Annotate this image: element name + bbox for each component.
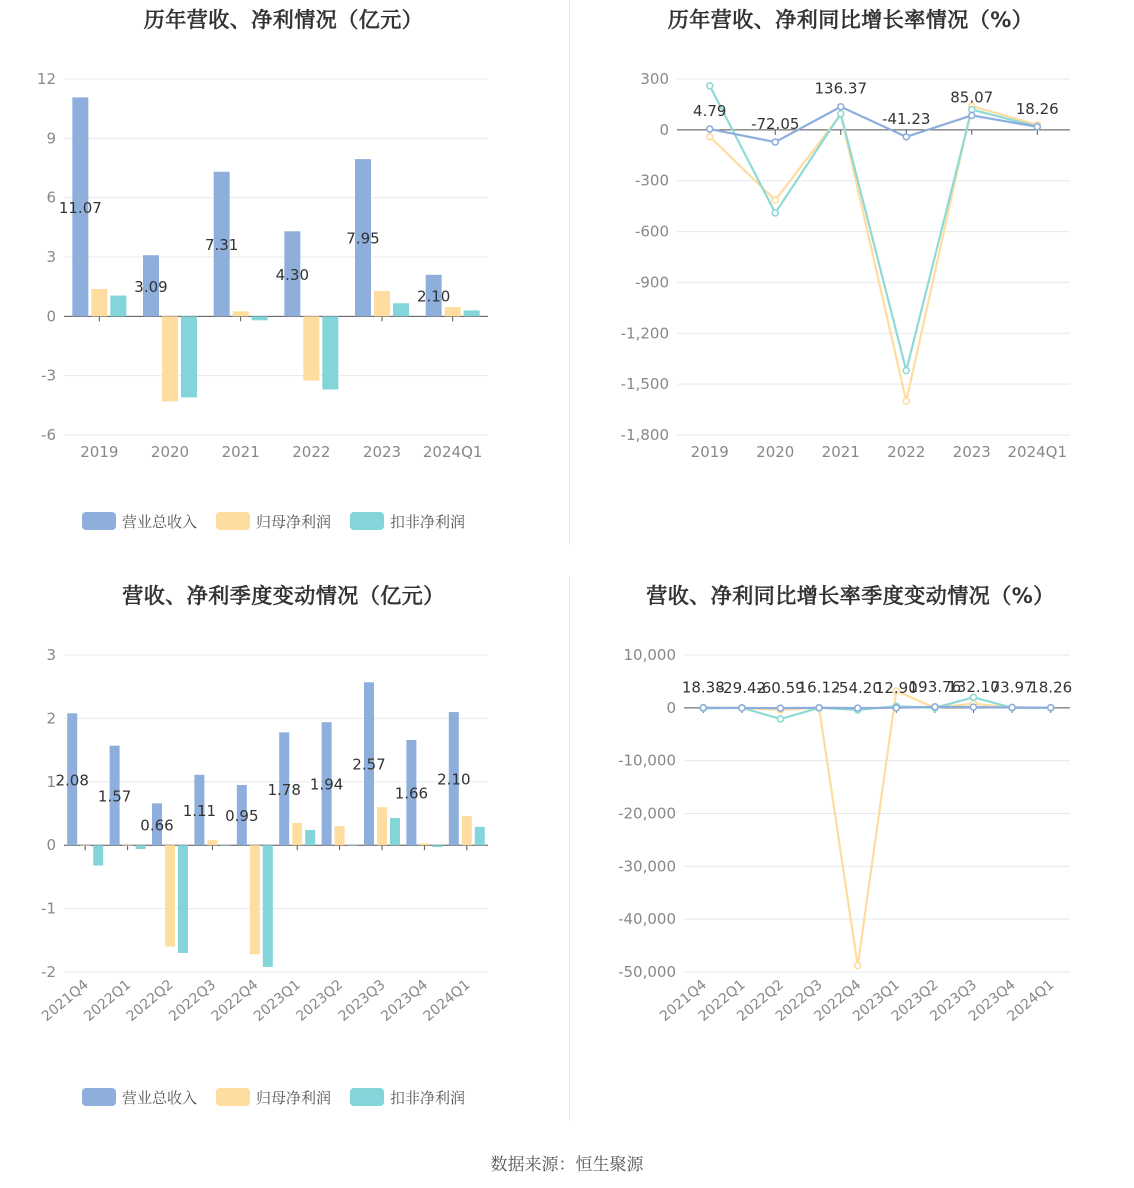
y-tick-label: -1,500	[620, 375, 669, 394]
data-label: 0.95	[225, 807, 259, 826]
x-tick-label: 2021	[821, 443, 860, 461]
legend-swatch	[216, 512, 250, 530]
y-tick-label: 0	[666, 698, 676, 717]
annual-revenue-profit-panel	[0, 0, 567, 570]
data-point	[893, 705, 899, 711]
bar-归母净利润	[91, 289, 107, 316]
data-point	[838, 104, 844, 110]
x-tick-label: 2022Q3	[772, 976, 826, 1025]
legend-swatch	[82, 1088, 116, 1106]
legend-label: 营业总收入	[122, 513, 198, 531]
x-tick-label: 2023Q3	[335, 976, 389, 1025]
data-point	[971, 704, 977, 710]
legend-swatch	[350, 1088, 384, 1106]
x-tick-label: 2020	[756, 443, 795, 461]
data-label: 73.97	[990, 678, 1034, 697]
data-point	[903, 398, 909, 404]
x-tick-label: 2022Q1	[81, 976, 135, 1025]
data-label: 2.10	[416, 287, 451, 306]
legend-label: 扣非净利润	[390, 513, 466, 531]
bar-扣非净利润	[136, 845, 146, 849]
y-tick-label: -10,000	[618, 751, 676, 770]
data-point	[778, 716, 784, 722]
bar-归母净利润	[335, 826, 345, 845]
x-tick-label: 2023Q1	[850, 976, 903, 1025]
bar-归母净利润	[123, 845, 133, 846]
bar-扣非净利润	[178, 845, 188, 953]
data-label: -60.59	[756, 679, 805, 698]
series-line-营业总收入同比增长率	[703, 707, 1050, 708]
annual-growth-panel	[567, 0, 1134, 570]
x-tick-label: 2021Q4	[38, 976, 92, 1025]
x-tick-label: 2022Q3	[166, 976, 219, 1025]
data-label: 18.38	[681, 678, 725, 697]
data-label: 2.08	[55, 771, 89, 790]
bar-扣非净利润	[305, 830, 315, 845]
data-label: 18.26	[1029, 678, 1073, 697]
data-label: 1.57	[97, 787, 132, 806]
x-tick-label: 2024Q1	[420, 976, 474, 1025]
y-tick-label: 3	[46, 248, 56, 266]
chart-title: 历年营收、净利情况（亿元）	[143, 8, 424, 32]
data-point	[772, 139, 778, 145]
y-tick-label: 1	[46, 772, 56, 791]
bar-扣非净利润	[252, 316, 268, 320]
data-point	[707, 83, 713, 89]
bar-归母净利润	[292, 823, 302, 845]
x-tick-label: 2024Q1	[1004, 976, 1058, 1025]
bar-扣非净利润	[93, 845, 103, 865]
bar-扣非净利润	[220, 845, 230, 846]
bar-归母净利润	[303, 316, 319, 380]
chart-title: 营收、净利同比增长率季度变动情况（%）	[646, 584, 1055, 608]
y-tick-label: 9	[46, 129, 56, 148]
bar-归母净利润	[233, 311, 249, 316]
data-label: -41.23	[882, 109, 931, 128]
quarterly-growth-panel	[567, 576, 1134, 1146]
y-tick-label: -3	[41, 366, 56, 385]
x-tick-label: 2022	[887, 443, 926, 461]
data-point	[778, 705, 784, 711]
bar-扣非净利润	[432, 845, 442, 847]
data-label: -54.20	[833, 679, 882, 698]
bar-归母净利润	[80, 845, 90, 846]
x-tick-label: 2019	[690, 443, 729, 461]
data-label: 7.95	[346, 229, 380, 248]
x-tick-label: 2024Q1	[1007, 443, 1068, 461]
data-label: 7.31	[204, 236, 239, 255]
data-point	[739, 705, 745, 711]
data-label: 2.10	[437, 770, 471, 789]
chart-title: 历年营收、净利同比增长率情况（%）	[667, 8, 1034, 32]
x-tick-label: 2019	[80, 443, 119, 461]
data-label: 1.66	[394, 784, 429, 803]
legend-swatch	[82, 512, 116, 530]
data-point	[1034, 124, 1040, 130]
data-point	[855, 963, 861, 969]
x-tick-label: 2023Q1	[250, 976, 304, 1025]
bar-扣非净利润	[390, 818, 400, 845]
data-label: 18.26	[1015, 99, 1059, 118]
data-point	[700, 705, 706, 711]
data-point	[838, 111, 844, 117]
quarterly-line-chart	[567, 576, 1134, 1146]
y-tick-label: -300	[634, 171, 669, 190]
y-tick-label: -50,000	[618, 963, 676, 981]
legend-label: 归母净利润	[256, 513, 332, 531]
bar-扣非净利润	[263, 845, 273, 967]
x-tick-label: 2022Q4	[811, 976, 865, 1025]
data-point	[816, 705, 822, 711]
y-tick-label: 6	[46, 188, 56, 207]
y-tick-label: -6	[41, 426, 56, 444]
data-point	[903, 368, 909, 374]
bar-归母净利润	[250, 845, 260, 954]
bar-归母净利润	[165, 845, 175, 946]
data-label: 3.09	[134, 277, 168, 296]
y-tick-label: -40,000	[618, 910, 676, 929]
bar-扣非净利润	[475, 827, 485, 845]
data-point	[707, 134, 713, 140]
legend-swatch	[350, 512, 384, 530]
x-tick-label: 2021Q4	[657, 976, 710, 1025]
bar-扣非净利润	[181, 316, 197, 397]
bar-扣非净利润	[393, 303, 409, 316]
y-tick-label: -1,800	[620, 426, 669, 444]
data-label: -29.42	[717, 678, 767, 697]
data-label: 1.11	[182, 802, 217, 821]
x-tick-label: 2021	[221, 443, 260, 461]
data-label: 4.30	[275, 265, 310, 284]
data-label: 85.07	[950, 88, 994, 107]
data-point	[1048, 705, 1054, 711]
data-label: 132.10	[947, 678, 1000, 697]
y-tick-label: -900	[634, 273, 669, 292]
legend-label: 归母净利润	[256, 1089, 332, 1107]
x-tick-label: 2023Q2	[293, 976, 347, 1025]
data-label: 11.07	[58, 198, 102, 217]
data-point	[772, 197, 778, 203]
x-tick-label: 2024Q1	[422, 443, 483, 461]
bar-扣非净利润	[110, 296, 126, 317]
legend-label: 营业总收入	[122, 1089, 198, 1107]
data-label: 12.90	[874, 678, 918, 697]
y-tick-label: 0	[659, 120, 669, 139]
y-tick-label: 3	[46, 646, 56, 664]
y-tick-label: -1	[41, 899, 56, 918]
bar-归母净利润	[207, 840, 217, 845]
bar-归母净利润	[377, 807, 387, 845]
data-label: 193.76	[908, 677, 962, 696]
data-point	[969, 107, 975, 113]
bar-归母净利润	[445, 307, 461, 316]
annual-line-chart	[567, 0, 1134, 570]
legend-label: 扣非净利润	[390, 1089, 466, 1107]
x-tick-label: 2022Q2	[734, 976, 788, 1025]
data-label: 16.12	[797, 678, 841, 697]
data-label: 1.94	[309, 775, 344, 794]
data-point	[932, 704, 938, 710]
data-point	[707, 126, 713, 132]
quarterly-bar-chart	[0, 576, 567, 1146]
bar-归母净利润	[462, 816, 472, 845]
x-tick-label: 2022Q1	[695, 976, 749, 1025]
bar-扣非净利润	[322, 316, 338, 389]
data-label: 1.78	[267, 780, 301, 799]
annual-bar-chart	[0, 0, 567, 570]
y-tick-label: -30,000	[618, 857, 676, 876]
data-point	[969, 112, 975, 118]
series-line-归母净利润同比增长率	[710, 106, 1038, 401]
y-tick-label: 10,000	[623, 646, 676, 664]
bar-扣非净利润	[464, 310, 480, 316]
y-tick-label: -1,200	[620, 324, 669, 343]
x-tick-label: 2022Q2	[123, 976, 177, 1025]
data-label: 4.79	[693, 102, 727, 121]
data-point	[1009, 704, 1015, 710]
y-tick-label: 12	[36, 70, 56, 88]
y-tick-label: 0	[46, 307, 56, 326]
bar-扣非净利润	[348, 845, 358, 846]
y-tick-label: 2	[46, 709, 56, 728]
x-tick-label: 2022	[292, 443, 331, 461]
y-tick-label: 300	[640, 70, 669, 88]
bar-归母净利润	[419, 843, 429, 845]
data-point	[903, 134, 909, 140]
y-tick-label: 0	[46, 836, 56, 855]
x-tick-label: 2023Q4	[965, 976, 1019, 1025]
data-label: 0.66	[140, 816, 174, 835]
series-line-归母净利润同比增长率	[703, 691, 1050, 966]
bar-归母净利润	[162, 316, 178, 401]
data-label: 2.57	[352, 755, 386, 774]
y-tick-label: -600	[634, 222, 669, 241]
quarterly-revenue-profit-panel	[0, 576, 567, 1146]
data-label: -72.05	[751, 115, 800, 134]
chart-title: 营收、净利季度变动情况（亿元）	[122, 584, 445, 608]
x-tick-label: 2023	[952, 443, 991, 461]
data-source: 数据来源：恒生聚源	[490, 1155, 644, 1175]
x-tick-label: 2023Q2	[888, 976, 942, 1025]
y-tick-label: -20,000	[618, 804, 676, 823]
legend-swatch	[216, 1088, 250, 1106]
x-tick-label: 2022Q4	[208, 976, 262, 1025]
x-tick-label: 2023Q3	[927, 976, 981, 1025]
data-point	[855, 705, 861, 711]
x-tick-label: 2023Q4	[378, 976, 431, 1025]
data-label: 136.37	[814, 79, 867, 98]
data-point	[772, 210, 778, 216]
bar-归母净利润	[374, 291, 390, 316]
x-tick-label: 2023	[362, 443, 402, 461]
x-tick-label: 2020	[150, 443, 190, 461]
y-tick-label: -2	[41, 963, 56, 981]
